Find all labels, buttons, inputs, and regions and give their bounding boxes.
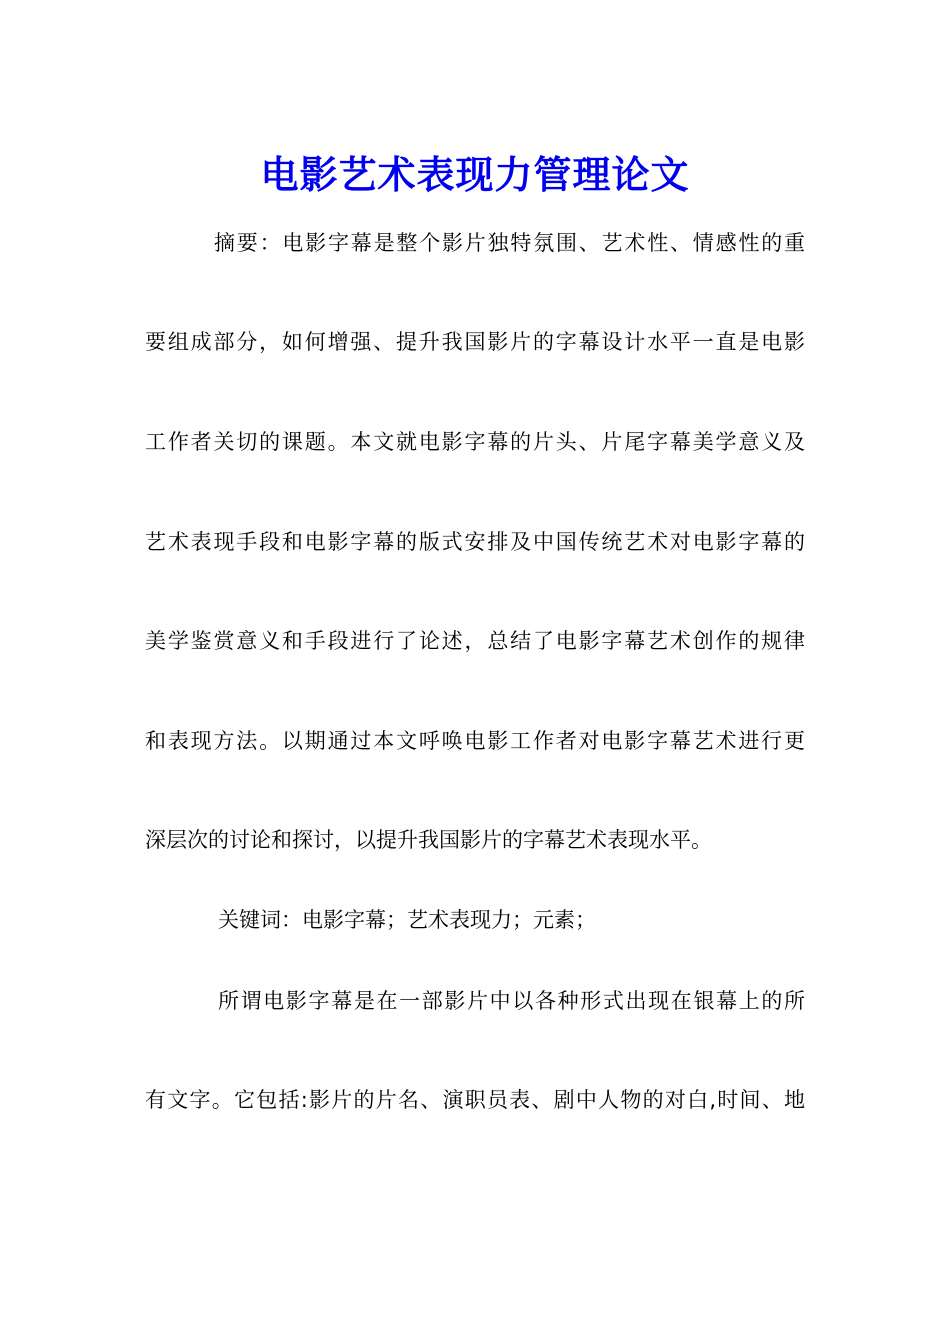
body-line-2: 有文字。它包括:影片的片名、演职员表、剧中人物的对白,时间、地 bbox=[145, 1088, 805, 1112]
abstract-line-4: 艺术表现手段和电影字幕的版式安排及中国传统艺术对电影字幕的 bbox=[145, 530, 805, 554]
abstract-line-6: 和表现方法。以期通过本文呼唤电影工作者对电影字幕艺术进行更 bbox=[145, 729, 805, 753]
abstract-line-2: 要组成部分，如何增强、提升我国影片的字幕设计水平一直是电影 bbox=[145, 330, 805, 354]
abstract-line-5: 美学鉴赏意义和手段进行了论述，总结了电影字幕艺术创作的规律 bbox=[145, 629, 805, 653]
keywords-line: 关键词：电影字幕；艺术表现力；元素； bbox=[218, 908, 596, 932]
abstract-line-3: 工作者关切的课题。本文就电影字幕的片头、片尾字幕美学意义及 bbox=[145, 430, 805, 454]
body-line-1: 所谓电影字幕是在一部影片中以各种形式出现在银幕上的所 bbox=[218, 989, 805, 1013]
abstract-line-7: 深层次的讨论和探讨，以提升我国影片的字幕艺术表现水平。 bbox=[145, 828, 712, 852]
abstract-line-1: 摘要：电影字幕是整个影片独特氛围、艺术性、情感性的重 bbox=[214, 231, 805, 255]
document-title: 电影艺术表现力管理论文 bbox=[260, 152, 690, 198]
